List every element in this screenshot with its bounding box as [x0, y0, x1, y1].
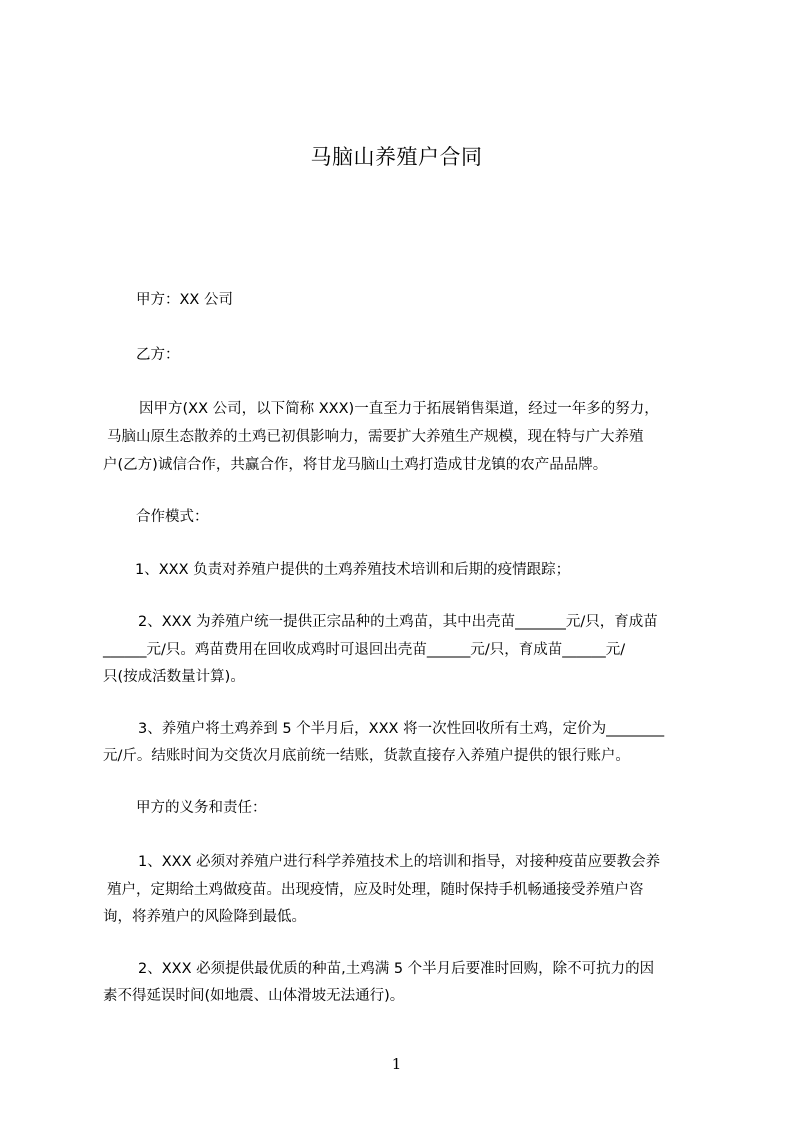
obligation-1-line-2: 殖户，定期给土鸡做疫苗。出现疫情，应及时处理，随时保持手机畅通接受养殖户咨	[107, 882, 644, 898]
intro-line-1: 因甲方(XX 公司，以下简称 XXX)一直至力于拓展销售渠道，经过一年多的努力，	[139, 401, 659, 417]
intro-line-3: 户(乙方)诚信合作，共赢合作，将甘龙马脑山土鸡打造成甘龙镇的农产品品牌。	[103, 457, 608, 473]
obligations-heading: 甲方的义务和责任：	[136, 800, 267, 816]
clause-2-line-3: 只(按成活数量计算)。	[103, 669, 245, 685]
clause-2-line-2: ______元/只。鸡苗费用在回收成鸡时可退回出壳苗______元/只，育成苗______元/	[103, 642, 626, 658]
clause-1-line-1: 1、XXX 负责对养殖户提供的土鸡养殖技术培训和后期的疫情跟踪；	[135, 562, 571, 578]
obligation-2-line-2: 素不得延误时间(如地震、山体滑坡无法通行)。	[103, 988, 405, 1004]
intro-line-2: 马脑山原生态散养的土鸡已初俱影响力，需要扩大养殖生产规模，现在特与广大养殖	[107, 429, 644, 445]
clause-3-line-2: 元/斤。结账时间为交货次月底前统一结账，货款直接存入养殖户提供的银行账户。	[103, 748, 630, 764]
obligation-1-line-3: 询，将养殖户的风险降到最低。	[103, 909, 306, 925]
party-b-line: 乙方：	[136, 347, 180, 363]
contract-title: 马脑山养殖户合同	[310, 145, 483, 169]
clause-2-line-1: 2、XXX 为养殖户统一提供正宗品种的土鸡苗，其中出壳苗_______元/只，育成苗	[138, 614, 658, 630]
page-number: 1	[391, 1055, 402, 1073]
obligation-1-line-1: 1、XXX 必须对养殖户进行科学养殖技术上的培训和指导，对接种疫苗应要教会养	[138, 854, 661, 870]
clause-3-line-1: 3、养殖户将土鸡养到 5 个半月后，XXX 将一次性回收所有土鸡，定价为________	[138, 721, 665, 737]
obligation-2-line-1: 2、XXX 必须提供最优质的种苗,土鸡满 5 个半月后要准时回购，除不可抗力的因	[138, 961, 655, 977]
party-a-line: 甲方：XX 公司	[136, 292, 233, 308]
cooperation-heading: 合作模式：	[136, 509, 209, 525]
